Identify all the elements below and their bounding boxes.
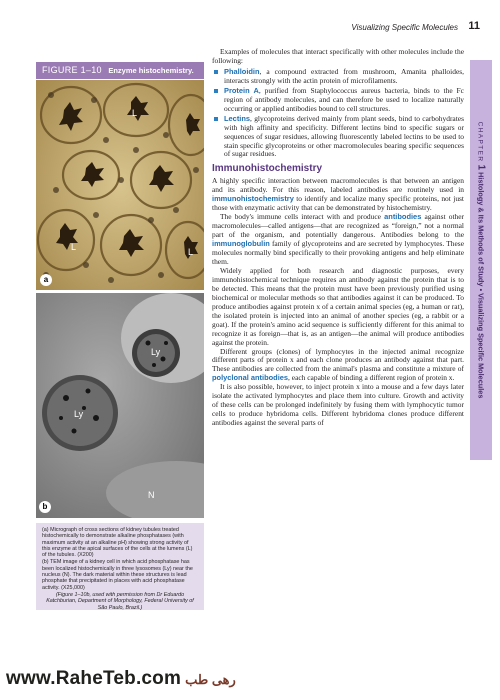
figure-title xyxy=(36,62,204,79)
watermark-text: www.RaheTeb.com xyxy=(6,668,182,689)
list-item xyxy=(212,87,464,114)
chapter-word: CHAPTER xyxy=(476,121,484,163)
term: immunoglobulin xyxy=(212,239,270,249)
separator: ▪ xyxy=(476,288,486,292)
watermark xyxy=(6,668,236,690)
paragraph: A highly specific interaction between macromolecules is that between an antigen and its antibody. For this reason, labeled antibodies are routinely used in immunohistochemistry to identify and localize many specific proteins, not just those with enzymatic activity that can be demonstrated by histochemistry. xyxy=(212,176,464,213)
watermark-arabic: رهی طب xyxy=(185,672,236,687)
running-header xyxy=(330,20,480,34)
bullet-icon xyxy=(214,89,218,93)
term: antibodies xyxy=(384,212,422,222)
section-title: Visualizing Specific Molecules xyxy=(476,293,486,399)
chapter-side-tab xyxy=(470,60,492,460)
term: Phalloidin xyxy=(224,66,260,76)
lumen-marker: L xyxy=(188,247,194,257)
paragraph: Widely applied for both research and diagnostic purposes, every immunohistochemical technique requires an antibody against the protein that is to be detected. This means that the protein must have been previously purified using biochemical or molecular methods so that antibodies against it can be produced. To produce antibodies against protein x of a certain animal species (eg, a human or rat), the isolated protein is injected into an animal of another species (eg, a rabbit or a goat). If the protein's amino acid sequence is sufficiently different for this animal to recognize it as foreign—that is, as an antigen—the animal will produce antibodies against the protein. xyxy=(212,265,464,347)
term: Protein A xyxy=(224,85,259,95)
bullet-icon xyxy=(214,70,218,74)
figure-caption-title: Enzyme histochemistry. xyxy=(108,66,194,75)
list-item xyxy=(212,68,464,86)
caption-a: (a) Micrograph of cross sections of kidney tubules treated histochemically to demonstrate alkaline phosphatases (with maximum activity at an alkaline pH) showing strong activity of this enzyme at the apical surfaces of the cells at the lumens (L) of the tubules. (X200) xyxy=(42,527,193,559)
intro-paragraph: Examples of molecules that interact specifically with other molecules include the following: xyxy=(212,47,464,65)
figure-caption xyxy=(36,523,204,610)
list-item-text: , a compound extracted from mushroom, Amanita phalloides, interacts strongly with the actin protein of microfilaments. xyxy=(224,66,464,85)
section-heading: Immunohistochemistry xyxy=(212,163,323,175)
page-number: 11 xyxy=(468,20,480,32)
lumen-marker: L xyxy=(71,242,77,252)
list-item-text: , purified from Staphylococcus aureus bacteria, binds to the Fc region of antibody molecules, and can therefore be used to localize naturally occurring or applied antibodies bound to cell structures. xyxy=(224,85,464,113)
side-tab-text xyxy=(476,60,487,460)
figure-number: FIGURE 1–10 xyxy=(42,65,102,75)
caption-b: (b) TEM image of a kidney cell in which acid phosphatase has been localized histochemically in three lysosomes (Ly) near the nucleus (N). The dark material within these structures is lead phosphate that precipitated in places with acid phosphatase activity. (X25,000) xyxy=(42,559,193,591)
lumen-marker: L xyxy=(132,108,138,118)
molecule-list xyxy=(212,68,464,160)
list-item-text: , glycoproteins derived mainly from plant seeds, bind to carbohydrates with high affinity and specificity. Different lectins bind to specific sugars or sequences of sugar residues, allowing fluorescently labeled lectins to be used to stain specific glycoproteins or other macromolecules bearing specific sequences of sugar residues. xyxy=(224,113,464,159)
tem-kidney-cell xyxy=(36,293,204,518)
chapter-number: 1 xyxy=(475,164,487,171)
term: Lectins xyxy=(224,113,251,123)
term: immunohistochemistry xyxy=(212,194,294,204)
panel-label-b: b xyxy=(39,501,51,513)
chapter-title: Histology & Its Methods of Study xyxy=(476,172,486,287)
panel-label-a: a xyxy=(40,274,52,286)
paragraph: It is also possible, however, to inject protein x into a mouse and a few days later isolate the activated lymphocytes and place them into culture. Growth and activity of these cells can be prolonged indefinitely by fusing them with lymphocytic tumor cells to produce hybridoma cells. Different hybridoma clones produce different antibodies against the several parts of xyxy=(212,382,464,428)
running-title: Visualizing Specific Molecules xyxy=(351,23,458,32)
figure-credit: (Figure 1–10b, used with permission from Dr Eduardo Katchburian, Department of Morphology, Federal University of São Paulo, Brazil.) xyxy=(46,591,194,610)
micrograph-kidney-tubules xyxy=(36,80,204,290)
nucleus-marker: N xyxy=(148,490,155,500)
bullet-icon xyxy=(214,117,218,121)
list-item xyxy=(212,115,464,160)
paragraph: Different groups (clones) of lymphocytes in the injected animal recognize different parts of protein x and each clone produces an antibody against that part. These antibodies are collected from the animal's plasma and constitute a mixture of polyclonal antibodies, each capable of binding a different region of protein x. xyxy=(212,346,464,383)
main-text-column xyxy=(212,48,464,428)
lysosome-marker: Ly xyxy=(74,409,84,419)
paragraph: The body's immune cells interact with and produce antibodies against other macromolecules—called antigens—that are recognized as “foreign,” not a normal part of the organism, and potentially dangerous. Antibodies belong to the immunoglobulin family of glycoproteins and are secreted by lymphocytes. These molecules normally bind specifically to their provoking antigens and help eliminate them. xyxy=(212,212,465,266)
lysosome-marker: Ly xyxy=(151,347,161,357)
term: polyclonal antibodies xyxy=(212,373,289,383)
